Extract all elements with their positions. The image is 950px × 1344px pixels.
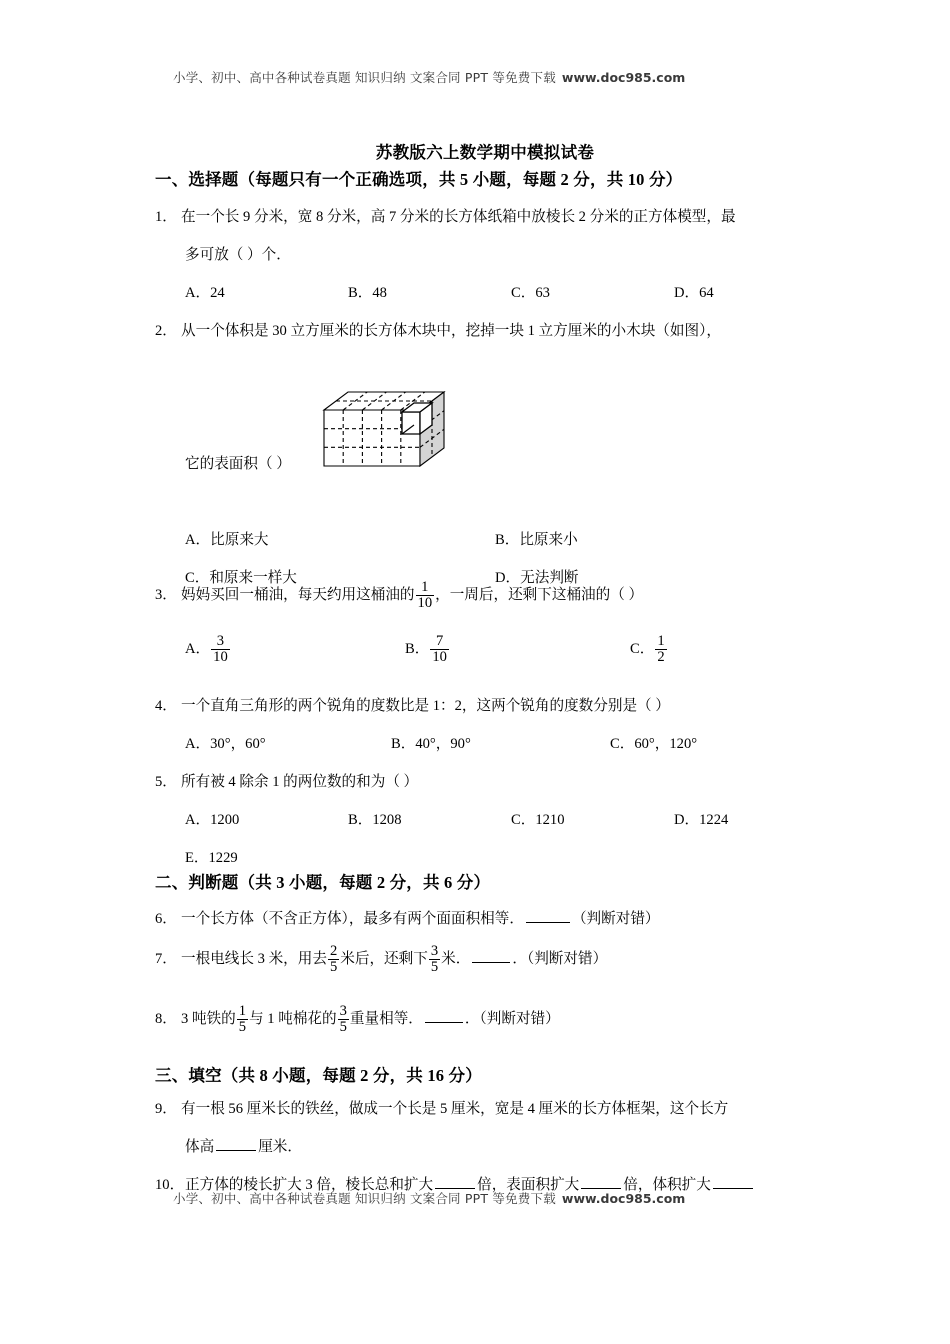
question-8-fraction-2: $\frac{3}{5}$ xyxy=(339,1002,347,1035)
section-heading-choice: 一、选择题（每题只有一个正确选项，共 5 小题，每题 2 分，共 10 分） xyxy=(155,170,683,189)
watermark-text: 小学、初中、高中各种试卷真题 知识归纳 文案合同 PPT 等免费下载 xyxy=(173,70,556,85)
question-9-line-1 xyxy=(155,1090,820,1128)
question-1-line-2 xyxy=(155,236,820,274)
option-b-fraction: $\frac{7}{10}$ xyxy=(432,632,447,665)
fraction-denominator: 10 xyxy=(417,594,433,611)
question-2-line-2 xyxy=(155,445,820,483)
question-8-fraction-1: $\frac{1}{5}$ xyxy=(238,1002,247,1035)
question-4-option-a[interactable]: A．30°，60° xyxy=(185,736,266,752)
question-2-option-c[interactable]: C．和原来一样大 xyxy=(185,570,297,586)
question-1-text-cont: 多可放（ ）个． xyxy=(185,247,291,263)
question-9-text-cont-a: 体高 xyxy=(185,1139,215,1155)
question-2-number: 2． xyxy=(155,323,177,339)
question-7 xyxy=(155,940,820,978)
question-4 xyxy=(155,687,820,763)
question-3-text-before: 妈妈买回一桶油，每天约用这桶油的 xyxy=(181,587,415,603)
question-5-option-c[interactable]: C．1210 xyxy=(511,812,565,828)
question-7-line-1 xyxy=(155,940,820,978)
question-3-option-b[interactable] xyxy=(405,630,450,668)
question-6-text-before: 一个长方体（不含正方体），最多有两个面面积相等． xyxy=(181,911,524,927)
section-heading-truefalse: 二、判断题（共 3 小题，每题 2 分，共 6 分） xyxy=(155,873,491,892)
question-3-option-c[interactable] xyxy=(630,630,668,668)
question-4-number: 4． xyxy=(155,698,177,714)
question-3-options xyxy=(155,626,820,672)
question-4-text: 一个直角三角形的两个锐角的度数比是 1：2，这两个锐角的度数分别是（ ） xyxy=(181,698,670,714)
question-6-line-1 xyxy=(155,900,820,938)
question-3-fraction xyxy=(416,580,435,611)
question-5-option-d[interactable]: D．1224 xyxy=(674,812,729,828)
question-2-line-1 xyxy=(155,312,820,350)
question-10-text-1: 正方体的棱长扩大 3 倍，棱长总和扩大 xyxy=(185,1177,434,1193)
fraction-numerator: 1 xyxy=(421,578,429,595)
question-1-line-1 xyxy=(155,198,820,236)
question-10-answer-blank-3[interactable] xyxy=(713,1174,753,1189)
question-4-option-c[interactable]: C．60°，120° xyxy=(610,736,698,752)
header-watermark xyxy=(173,68,833,86)
question-1 xyxy=(155,198,820,312)
question-7-number: 7． xyxy=(155,951,177,967)
question-6 xyxy=(155,900,820,938)
question-8-text-4: ．（判断对错） xyxy=(464,1011,560,1027)
question-7-answer-blank[interactable] xyxy=(472,948,510,963)
question-7-text-4: ．（判断对错） xyxy=(512,951,608,967)
question-2-text-cont: 它的表面积（ ） xyxy=(185,456,291,472)
question-9 xyxy=(155,1090,820,1166)
question-4-option-b[interactable]: B．40°，90° xyxy=(391,736,471,752)
question-2-option-b[interactable]: B．比原来小 xyxy=(495,532,578,548)
question-9-text: 有一根 56 厘米长的铁丝，做成一个长是 5 厘米，宽是 4 厘米的长方体框架，这个长方 xyxy=(181,1101,729,1117)
question-8 xyxy=(155,1000,820,1038)
question-7-text-3: 米． xyxy=(441,951,471,967)
page-title: 苏教版六上数学期中模拟试卷 xyxy=(375,143,595,162)
question-3-option-a[interactable] xyxy=(185,630,231,668)
question-2 xyxy=(155,312,820,350)
question-5-option-e[interactable]: E．1229 xyxy=(185,850,238,866)
question-3-number: 3． xyxy=(155,587,177,603)
question-5 xyxy=(155,763,820,877)
question-10-text-3: 倍，体积扩大 xyxy=(623,1177,711,1193)
question-2-options-row-1 xyxy=(155,521,820,559)
question-7-fraction-1: $\frac{2}{5}$ xyxy=(329,942,338,975)
question-4-options xyxy=(155,725,820,763)
question-2-option-d[interactable]: D．无法判断 xyxy=(495,570,579,586)
question-7-fraction-2: $\frac{3}{5}$ xyxy=(430,942,439,975)
question-6-number: 6． xyxy=(155,911,177,927)
question-10-text-2: 倍，表面积扩大 xyxy=(477,1177,580,1193)
option-c-prefix: C． xyxy=(630,641,655,657)
question-5-options-row-1 xyxy=(155,801,820,839)
question-2-text: 从一个体积是 30 立方厘米的长方体木块中，挖掉一块 1 立方厘米的小木块（如图）， xyxy=(181,323,721,339)
question-5-text: 所有被 4 除余 1 的两位数的和为（ ） xyxy=(181,774,419,790)
question-9-answer-blank[interactable] xyxy=(216,1136,256,1151)
footer-watermark xyxy=(173,1189,833,1207)
question-8-text-3: 重量相等． xyxy=(349,1011,423,1027)
question-6-text-after: （判断对错） xyxy=(571,911,660,927)
question-7-text-1: 一根电线长 3 米，用去 xyxy=(181,951,327,967)
question-2-continued xyxy=(155,445,820,597)
option-a-prefix: A． xyxy=(185,641,211,657)
question-7-text-2: 米后，还剩下 xyxy=(340,951,428,967)
question-1-options xyxy=(155,274,820,312)
question-5-option-a[interactable]: A．1200 xyxy=(185,812,240,828)
question-3-line-1 xyxy=(155,576,820,614)
question-9-line-2 xyxy=(155,1128,820,1166)
question-5-option-b[interactable]: B．1208 xyxy=(348,812,402,828)
question-8-number: 8． xyxy=(155,1011,177,1027)
section-heading-fillblank: 三、填空（共 8 小题，每题 2 分，共 16 分） xyxy=(155,1066,482,1085)
question-4-line-1 xyxy=(155,687,820,725)
question-6-answer-blank[interactable] xyxy=(526,908,570,923)
question-10-number: 10． xyxy=(155,1177,185,1193)
question-1-option-c[interactable]: C．63 xyxy=(511,285,550,301)
watermark-url: www.doc985.com xyxy=(561,70,686,85)
question-8-text-2: 与 1 吨棉花的 xyxy=(249,1011,337,1027)
question-9-text-cont-b: 厘米． xyxy=(258,1139,302,1155)
option-b-prefix: B． xyxy=(405,641,430,657)
question-5-number: 5． xyxy=(155,774,177,790)
question-8-answer-blank[interactable] xyxy=(425,1008,463,1023)
question-10-answer-blank-1[interactable] xyxy=(435,1174,475,1189)
question-2-option-a[interactable]: A．比原来大 xyxy=(185,532,269,548)
question-10-answer-blank-2[interactable] xyxy=(581,1174,621,1189)
question-8-text-1: 3 吨铁的 xyxy=(181,1011,236,1027)
option-c-fraction: $\frac{1}{2}$ xyxy=(657,632,665,665)
watermark-url-footer: www.doc985.com xyxy=(561,1191,686,1206)
question-3-text-after: ，一周后，还剩下这桶油的（ ） xyxy=(435,587,644,603)
question-3 xyxy=(155,576,820,672)
question-5-line-1 xyxy=(155,763,820,801)
option-a-fraction: $\frac{3}{10}$ xyxy=(213,632,228,665)
question-8-line-1 xyxy=(155,1000,820,1038)
question-1-option-d[interactable]: D．64 xyxy=(674,285,714,301)
watermark-text-footer: 小学、初中、高中各种试卷真题 知识归纳 文案合同 PPT 等免费下载 xyxy=(173,1191,556,1206)
question-9-number: 9． xyxy=(155,1101,177,1117)
question-1-text: 在一个长 9 分米，宽 8 分米，高 7 分米的长方体纸箱中放棱长 2 分米的正方体模型，最 xyxy=(181,209,736,225)
question-1-number: 1． xyxy=(155,209,177,225)
question-1-option-b[interactable]: B．48 xyxy=(348,285,387,301)
question-1-option-a[interactable]: A．24 xyxy=(185,285,225,301)
